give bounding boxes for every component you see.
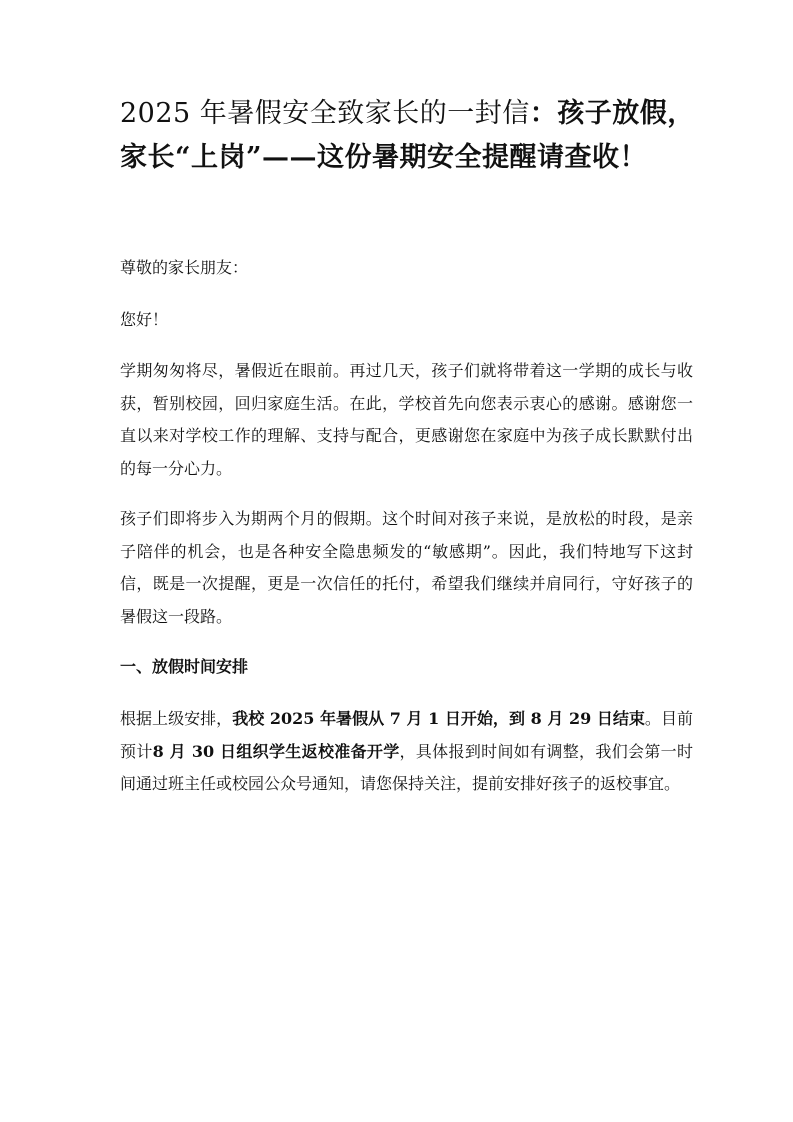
title-line-1 [120,92,693,136]
greeting: 您好！ [120,309,169,329]
paragraph-2: 孩子们即将步入为期两个月的假期。这个时间对孩子来说，是放松的时段，是亲子陪伴的机会，也是各种安全隐患频发的“敏感期”。因此，我们特地写下这封信，既是一次提醒，更是一次信任的托付，希望我们继续并肩同行，守好孩子的暑假这一段路。 [120,509,693,626]
title-lead: 2025 年暑假安全致家长的一封信 [120,98,530,129]
title-line-1-rest: ：孩子放假， [529,98,695,129]
salutation: 尊敬的家长朋友： [120,258,249,277]
section-1-vacation-dates: 我校 2025 年暑假从 7 月 1 日开始，到 8 月 29 日结束 [232,709,645,728]
title-line-2: 家长“上岗”——这份暑期安全提醒请查收！ [120,142,648,173]
section-1-text-c: ，具体报到时间如有调整，我们会第一时间通过班主任或校园公众号通知，请您保持关注，提前安排好孩子的返校事宜。 [120,741,693,793]
section-1-return-date: 8 月 30 日组织学生返校准备开学 [152,741,400,761]
document-title [120,92,693,180]
paragraph-1: 学期匆匆将尽，暑假近在眼前。再过几天，孩子们就将带着这一学期的成长与收获，暂别校园，回归家庭生活。在此，学校首先向您表示衷心的感谢。感谢您一直以来对学校工作的理解、支持与配合，更感谢您在家庭中为孩子成长默默付出的每一分心力。 [120,361,693,478]
letter-body [120,252,693,801]
section-1-heading: 一、放假时间安排 [120,657,249,676]
section-1-paragraph [120,703,693,801]
section-1-text-a: 根据上级安排， [120,709,233,728]
section-1-text-b: 。目前预计 [120,709,693,761]
